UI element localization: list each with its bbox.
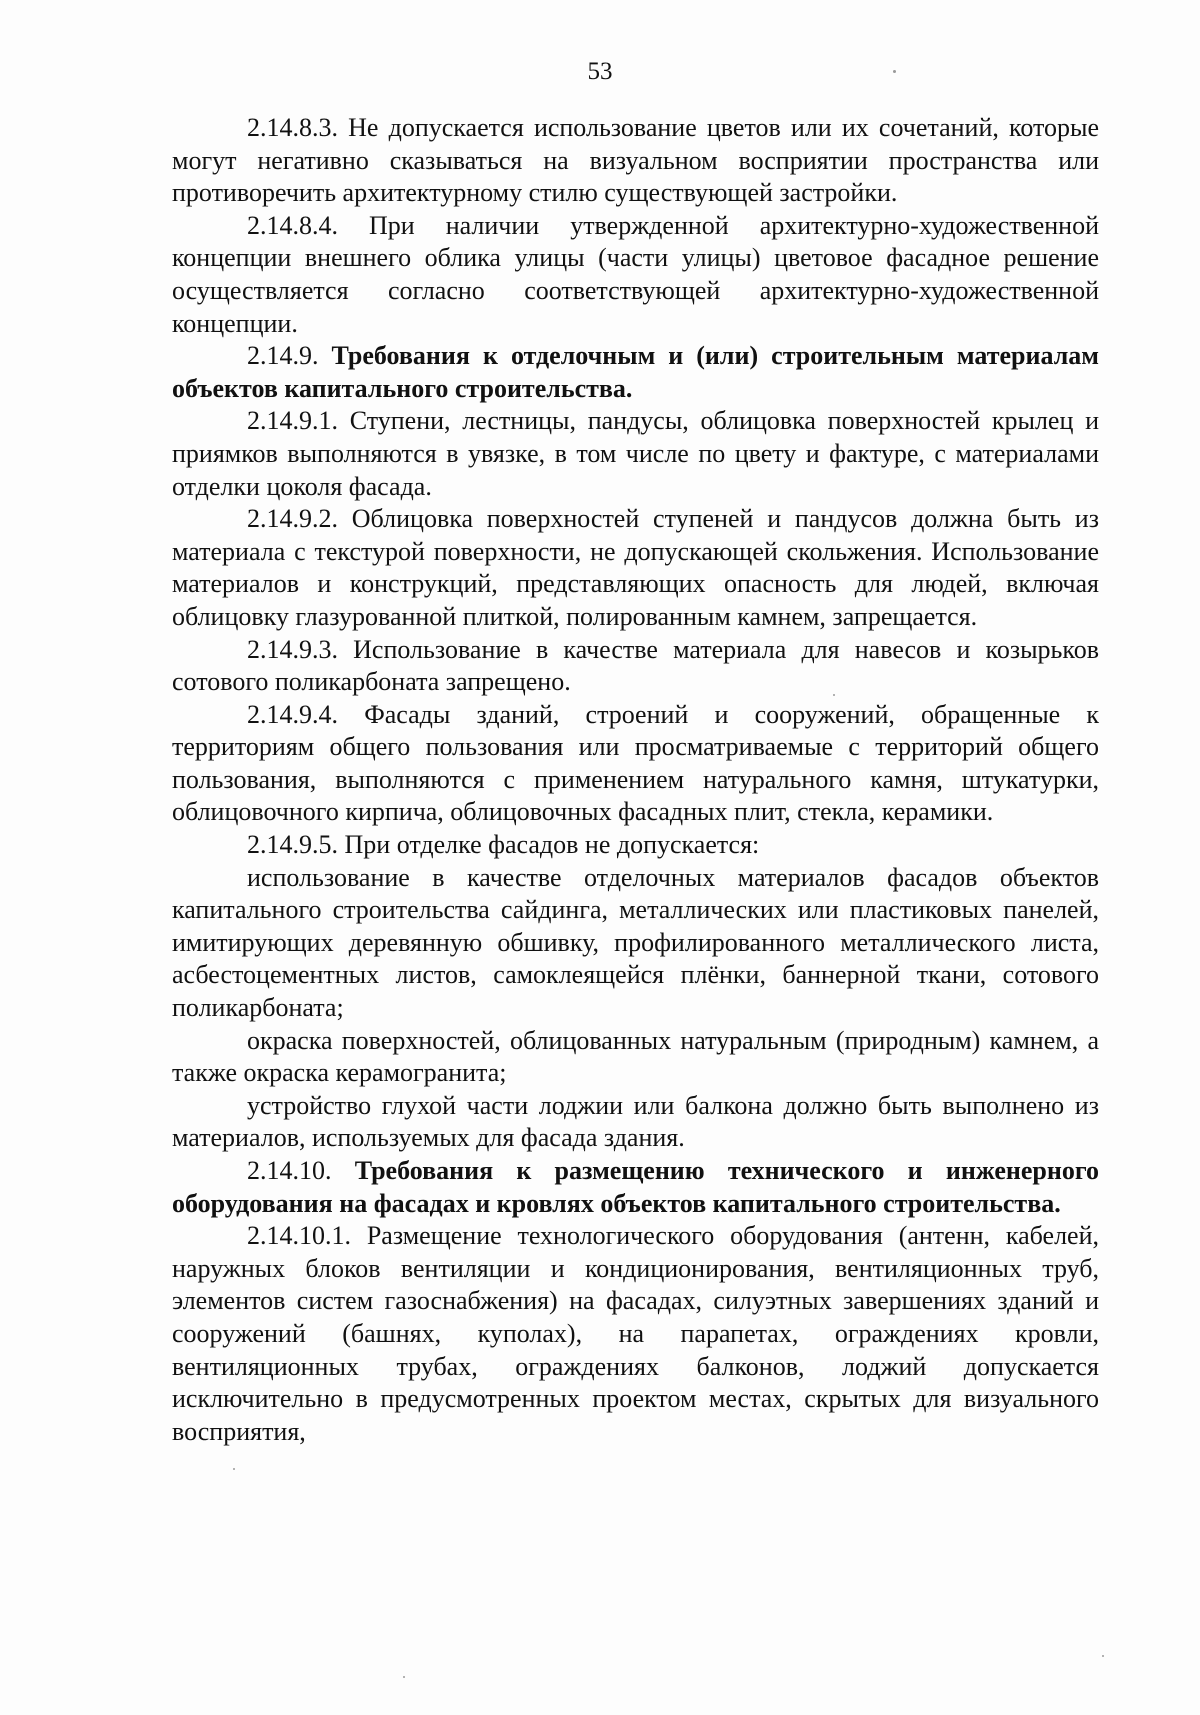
clause-text: Не допускается использование цветов или их сочетаний, которые могут негативно сказываться на визуальном восприятии пространства или противоречить архитектурному стилю существующей застройки. <box>172 113 1100 208</box>
clause-text: Использование в качестве материала для навесов и козырьков сотового поликарбоната запрещено. <box>172 634 1100 697</box>
clause-text: Фасады зданий, строений и сооружений, обращенные к территориям общего пользования или просматриваемые с территорий общего пользования, выполняются с применением натурального камня, штукатурки, облицовочного кирпича, облицовочных фасадных плит, стекла, керамики. <box>172 699 1100 827</box>
section-heading-2-14-10 <box>172 1155 1099 1220</box>
clause-number: 2.14.10. <box>247 1156 332 1185</box>
clause-number: 2.14.9.4. <box>247 699 338 729</box>
list-item-painting-stone <box>172 1025 1099 1090</box>
clause-number: 2.14.9.1. <box>247 406 338 436</box>
clause-text: Размещение технологического оборудования (антенн, кабелей, наружных блоков вентиляции и кондиционирования, вентиляционных труб, элементов систем газоснабжения) на фасадах, силуэтных завершениях зданий и сооружений (башнях, куполах), на парапетах, ограждениях кровли, вентиляционных трубах, ограждениях балконов, лоджий допускается исключительно в предусмотренных проектом местах, скрытых для визуального восприятия, <box>172 1221 1099 1446</box>
paragraph-2-14-9-3 <box>172 634 1099 699</box>
clause-number: 2.14.9.3. <box>247 634 338 664</box>
paragraph-2-14-9-5 <box>172 829 1099 862</box>
paragraph-2-14-9-2 <box>172 503 1099 633</box>
clause-number: 2.14.8.4. <box>247 210 338 240</box>
scan-speck <box>833 694 835 696</box>
section-heading-2-14-9 <box>172 340 1099 405</box>
list-item-loggia-balcony <box>172 1090 1099 1155</box>
clause-number: 2.14.9.2. <box>247 504 338 534</box>
section-title: Требования к отделочным и (или) строительным материалам объектов капитального строительства. <box>172 341 1100 403</box>
list-item-text: окраска поверхностей, облицованных натуральным (природным) камнем, а также окраска керамогранита; <box>172 1025 1099 1088</box>
scan-speck <box>233 1468 235 1470</box>
paragraph-2-14-9-4 <box>172 699 1099 829</box>
paragraph-2-14-8-4 <box>172 210 1099 340</box>
paragraph-2-14-9-1 <box>172 405 1099 503</box>
clause-number: 2.14.10.1. <box>247 1221 351 1251</box>
scan-speck <box>1102 1655 1104 1657</box>
page-number: 53 <box>587 58 613 85</box>
paragraph-2-14-10-1 <box>172 1220 1099 1448</box>
clause-text: При наличии утвержденной архитектурно-художественной концепции внешнего облика улицы (части улицы) цветовое фасадное решение осуществляется согласно соответствующей архитектурно-художественной концепции. <box>172 210 1100 338</box>
clause-number: 2.14.8.3. <box>247 113 338 142</box>
clause-text: Ступени, лестницы, пандусы, облицовка поверхностей крылец и приямков выполняются в увязке, в том числе по цвету и фактуре, с материалами отделки цоколя фасада. <box>172 406 1100 501</box>
clause-text: Облицовка поверхностей ступеней и пандусов должна быть из материала с текстурой поверхности, не допускающей скольжения. Использование материалов и конструкций, представляющих опасность для людей, включая облицовку глазурованной плиткой, полированным камнем, запрещается. <box>172 504 1099 631</box>
scan-speck <box>403 1676 405 1678</box>
section-title: Требования к размещению технического и инженерного оборудования на фасадах и кровлях объектов капитального строительства. <box>172 1156 1100 1218</box>
scan-speck <box>893 70 896 73</box>
list-item-text: устройство глухой части лоджии или балкона должно быть выполнено из материалов, используемых для фасада здания. <box>172 1090 1099 1153</box>
clause-number: 2.14.9.5. <box>247 830 338 860</box>
clause-text: При отделке фасадов не допускается: <box>344 830 760 860</box>
list-item-cladding-materials <box>172 862 1099 1025</box>
list-item-text: использование в качестве отделочных материалов фасадов объектов капитального строительства сайдинга, металлических или пластиковых панелей, имитирующих деревянную обшивку, профилированного металлического листа, асбестоцементных листов, самоклеящейся плёнки, баннерной ткани, сотового поликарбоната; <box>172 862 1099 1023</box>
paragraph-2-14-8-3 <box>172 112 1099 210</box>
clause-number: 2.14.9. <box>247 341 319 371</box>
document-body <box>172 112 1099 1448</box>
